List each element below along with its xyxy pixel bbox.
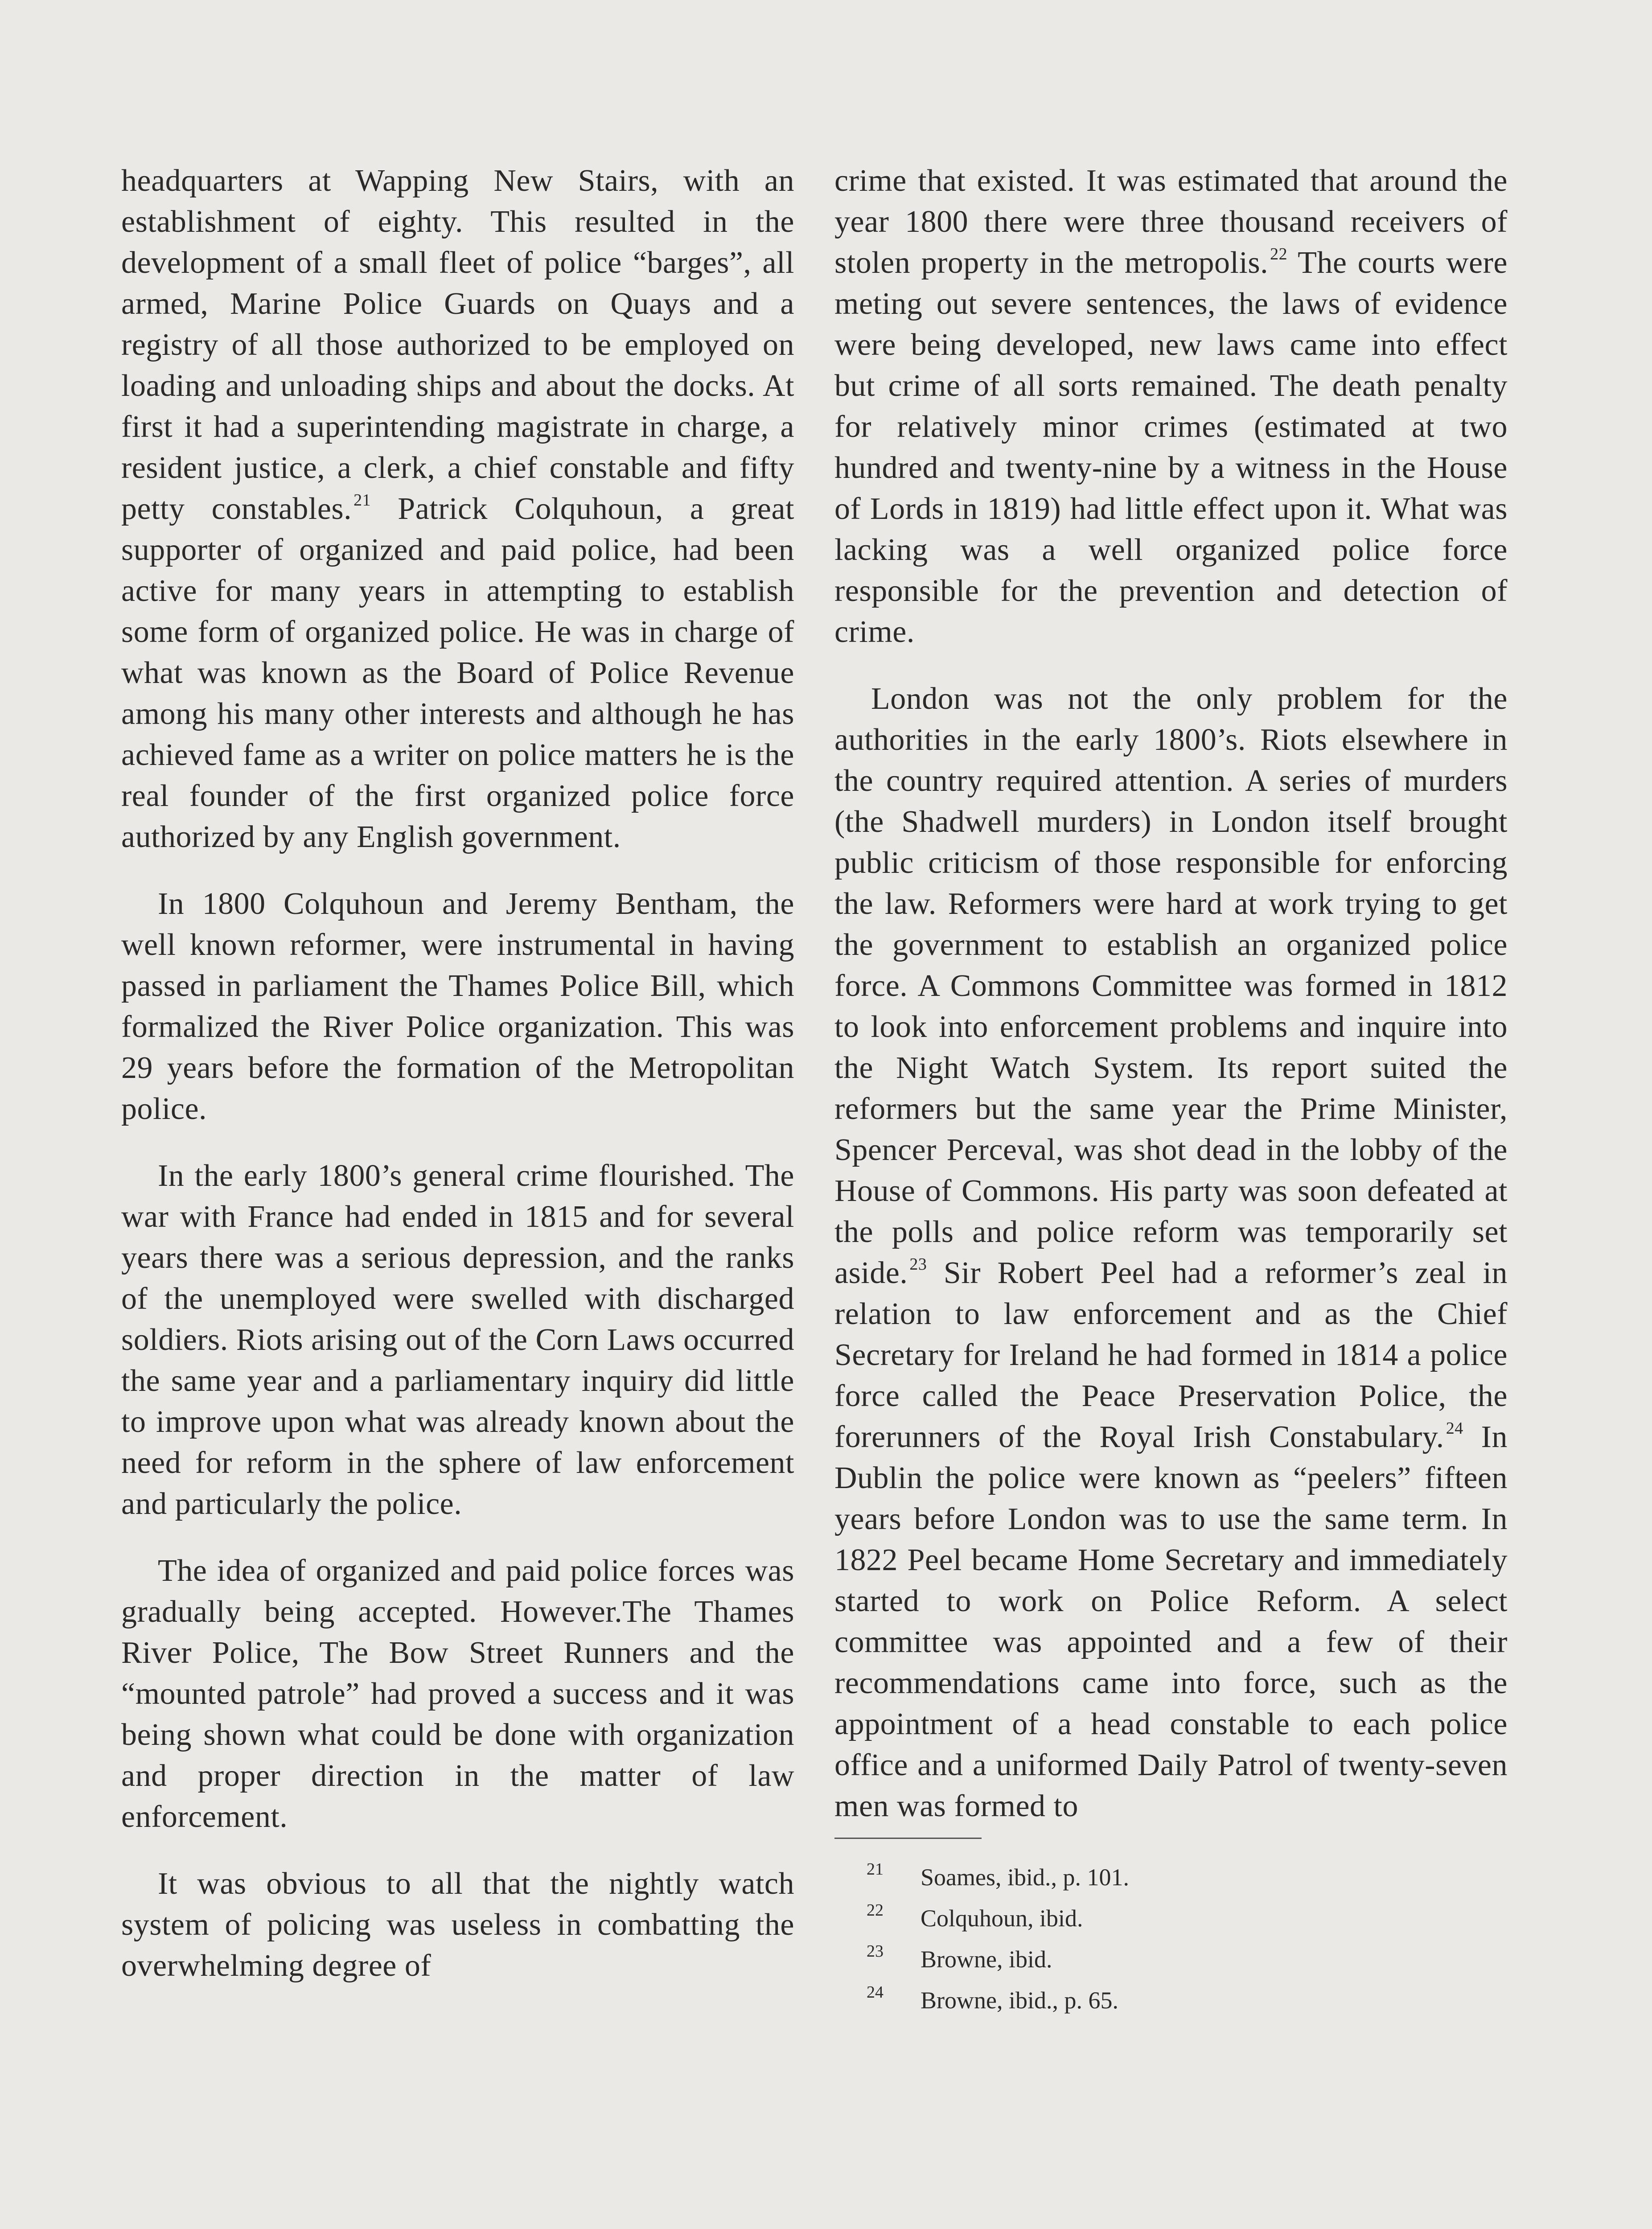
paragraph-4: The idea of organized and paid police forces was gradually being accepted. However.The Thames River Police, The Bow Street Runners and the “mounted patrole” had proved a success and it was being shown what could be done with organization and proper direction in the matter of law enforcement. — [121, 1554, 794, 1834]
paragraph-2 — [834, 679, 1508, 1827]
footnote-ref-23: 23 — [909, 1255, 927, 1274]
paragraph-text: Patrick Colquhoun, a great supporter of organized and paid police, had been active for many years in attempting to establish some form of organized police. He was in charge of what was known as the Board of Police Revenue among his many other interests and although he has achieved fame as a writer on police matters he is the real founder of the first organized police force authorized by any English government. — [121, 492, 794, 854]
paragraph-text: The courts were meting out severe sentences, the laws of evidence were being developed, new laws came into effect but crime of all sorts remained. The death penalty for relatively minor crimes (estimated at two hundred and twenty-nine by a witness in the House of Lords in 1819) had little effect upon it. What was lacking was a well organized police force responsible for the prevention and detection of crime. — [834, 246, 1508, 649]
footnote-text: Browne, ibid., p. 65. — [921, 1987, 1118, 2014]
footnote-text: Colquhoun, ibid. — [921, 1905, 1083, 1932]
footnotes-list — [834, 1857, 1508, 2021]
left-column — [121, 160, 794, 1986]
paragraph-text: In Dublin the police were known as “peelers” fifteen years before London was to use the same term. In 1822 Peel became Home Secretary and immediately started to work on Police Reform. A select committee was appointed and a few of their recommendations came into force, such as the appointment of a head constable to each police office and a uniformed Daily Patrol of twenty-seven men was formed to — [834, 1420, 1508, 1823]
footnote-item — [834, 1939, 1508, 1980]
footnote-ref-22: 22 — [1270, 245, 1288, 263]
footnote-text: Soames, ibid., p. 101. — [921, 1864, 1129, 1891]
footnote-divider — [834, 1838, 982, 1839]
paragraph-3: In the early 1800’s general crime flourished. The war with France had ended in 1815 and for several years there was a serious depression, and the ranks of the unemployed were swelled with discharged soldiers. Riots arising out of the Corn Laws occurred the same year and a parliamentary inquiry did little to improve upon what was already known about the need for reform in the sphere of law enforcement and particularly the police. — [121, 1159, 794, 1521]
footnote-ref-24: 24 — [1446, 1419, 1463, 1438]
paragraph-1 — [121, 160, 794, 858]
footnote-number: 24 — [867, 1983, 884, 2002]
footnote-item — [834, 1980, 1508, 2021]
paragraph-1 — [834, 160, 1508, 653]
paragraph-2: In 1800 Colquhoun and Jeremy Bentham, the well known reformer, were instrumental in having passed in parliament the Thames Police Bill, which formalized the River Police organization. This was 29 years before the formation of the Metropolitan police. — [121, 887, 794, 1126]
footnote-item — [834, 1857, 1508, 1898]
footnote-number: 22 — [867, 1901, 884, 1920]
footnote-text: Browne, ibid. — [921, 1946, 1052, 1973]
paragraph-text: London was not the only problem for the authorities in the early 1800’s. Riots elsewhere in the country required attention. A series of murders (the Shadwell murders) in London itself brought public criticism of those responsible for enforcing the law. Reformers were hard at work trying to get the government to establish an organized police force. A Commons Committee was formed in 1812 to look into enforcement problems and inquire into the Night Watch System. Its report suited the reformers but the same year the Prime Minister, Spencer Perceval, was shot dead in the lobby of the House of Commons. His party was soon defeated at the polls and police reform was temporarily set aside. — [834, 682, 1508, 1290]
footnote-number: 23 — [867, 1942, 884, 1961]
paragraph-text: Sir Robert Peel had a reformer’s zeal in relation to law enforcement and as the Chief Secretary for Ireland he had formed in 1814 a police force called the Peace Preservation Police, the forerunners of the Royal Irish Constabulary. — [834, 1256, 1508, 1454]
paragraph-text: headquarters at Wapping New Stairs, with an establishment of eighty. This resulted in the development of a small fleet of police “barges”, all armed, Marine Police Guards on Quays and a registry of all those authorized to be employed on loading and unloading ships and about the docks. At first it had a superintending magistrate in charge, a resident justice, a clerk, a chief constable and fifty petty constables. — [121, 164, 794, 526]
paragraph-5: It was obvious to all that the nightly watch system of policing was useless in combatting the overwhelming degree of — [121, 1867, 794, 1983]
right-column — [834, 160, 1508, 2021]
paragraph-text: crime that existed. It was estimated that around the year 1800 there were three thousand receivers of stolen property in the metropolis. — [834, 164, 1508, 280]
footnote-number: 21 — [867, 1860, 884, 1879]
footnote-ref-21: 21 — [353, 491, 371, 510]
footnote-item — [834, 1898, 1508, 1939]
